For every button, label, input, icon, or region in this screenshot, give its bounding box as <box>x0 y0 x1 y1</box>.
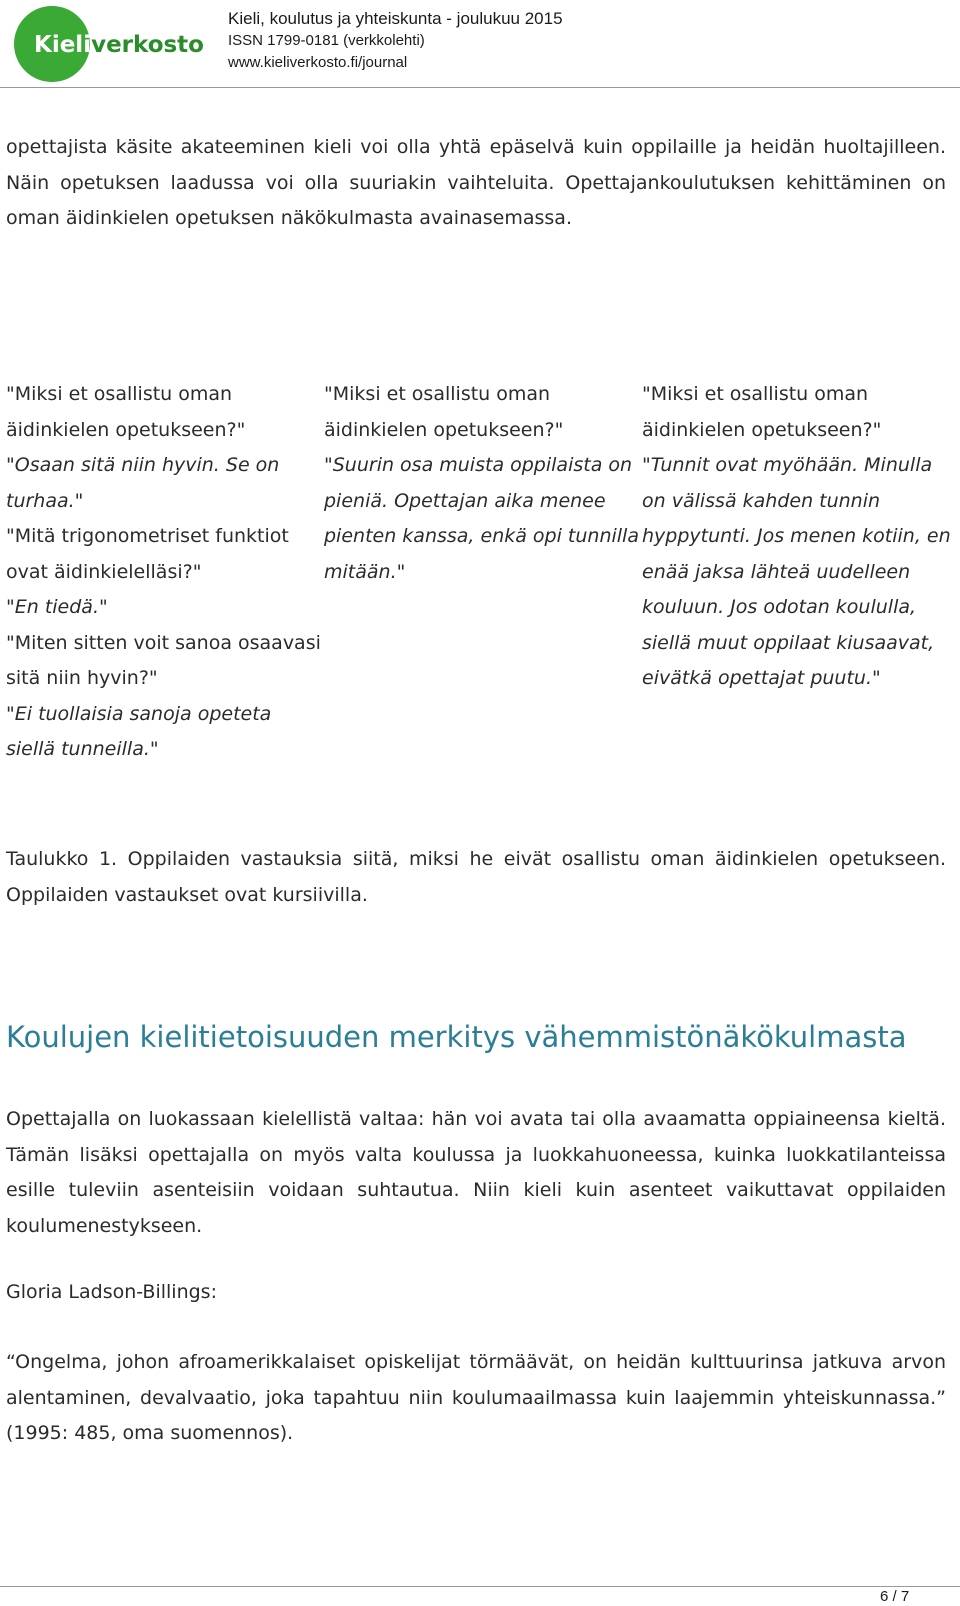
table-cell: "Miten sitten voit sanoa osaavasi sitä niin hyvin?" <box>6 631 321 689</box>
header-divider <box>0 87 960 88</box>
journal-issn: ISSN 1799-0181 (verkkolehti) <box>228 32 425 49</box>
paragraph-power: Opettajalla on luokassaan kielellistä valtaa: hän voi avata tai olla avaamatta oppiaineensa kieltä. Tämän lisäksi opettajalla on myös valta koulussa ja luokkahuoneessa, kuinka luokkatilanteissa esille tuleviin asenteisiin voidaan suhtautua. Niin kieli kuin asenteet vaikuttavat oppilaiden koulumenestykseen. <box>6 1108 946 1237</box>
kieliverkosto-logo[interactable] <box>14 6 204 82</box>
paragraph-intro: opettajista käsite akateeminen kieli voi olla yhtä epäselvä kuin oppilaille ja heidän huoltajilleen. Näin opetuksen laadussa voi olla suuriakin vaihteluita. Opettajankoulutuksen kehittäminen on oman äidinkielen opetuksen näkökulmasta avainasemassa. <box>6 136 946 229</box>
table-cell: "Miksi et osallistu oman äidinkielen opetukseen?" <box>642 383 882 441</box>
table-column-2 <box>324 377 639 590</box>
logo-text-verkosto: verkosto <box>91 32 204 58</box>
table-cell: "En tiedä." <box>6 596 108 618</box>
page-number: 6 / 7 <box>880 1588 910 1605</box>
table-column-3 <box>642 377 957 697</box>
table-column-1 <box>6 377 321 768</box>
table-caption: Taulukko 1. Oppilaiden vastauksia siitä, miksi he eivät osallistu oman äidinkielen opetukseen. Oppilaiden vastaukset ovat kursiivilla. <box>6 848 946 906</box>
paragraph-author: Gloria Ladson-Billings: <box>6 1281 217 1303</box>
page-header <box>0 0 960 88</box>
table-cell: "Mitä trigonometriset funktiot ovat äidinkielelläsi?" <box>6 525 289 583</box>
journal-title: Kieli, koulutus ja yhteiskunta - joulukuu 2015 <box>228 9 563 28</box>
table-cell: "Miksi et osallistu oman äidinkielen opetukseen?" <box>324 383 564 441</box>
journal-url[interactable]: www.kieliverkosto.fi/journal <box>228 54 408 71</box>
journal-meta <box>228 8 563 74</box>
table-cell: "Ei tuollaisia sanoja opeteta siellä tunneilla." <box>6 702 272 760</box>
table-cell: "Tunnit ovat myöhään. Minulla on välissä kahden tunnin hyppytunti. Jos menen kotiin, en enää jaksa lähteä uudelleen kouluun. Jos odotan koululla, siellä muut oppilaat kiusaavat, eivätkä opettajat puutu." <box>642 454 951 689</box>
logo-text-kieli: Kieli <box>34 32 92 58</box>
section-heading: Koulujen kielitietoisuuden merkitys vähemmistönäkökulmasta <box>6 1020 907 1054</box>
table-cell: "Miksi et osallistu oman äidinkielen opetukseen?" <box>6 383 246 441</box>
footer-divider <box>0 1586 960 1587</box>
paragraph-quote: “Ongelma, johon afroamerikkalaiset opiskelijat törmäävät, on heidän kulttuurinsa jatkuva arvon alentaminen, devalvaatio, joka tapahtuu niin koulumaailmassa kuin laajemmin yhteiskunnassa.” (1995: 485, oma suomennos). <box>6 1351 946 1444</box>
table-cell: "Suurin osa muista oppilaista on pieniä. Opettajan aika menee pienten kanssa, enkä opi tunnilla mitään." <box>324 454 639 583</box>
table-cell: "Osaan sitä niin hyvin. Se on turhaa." <box>6 454 280 512</box>
